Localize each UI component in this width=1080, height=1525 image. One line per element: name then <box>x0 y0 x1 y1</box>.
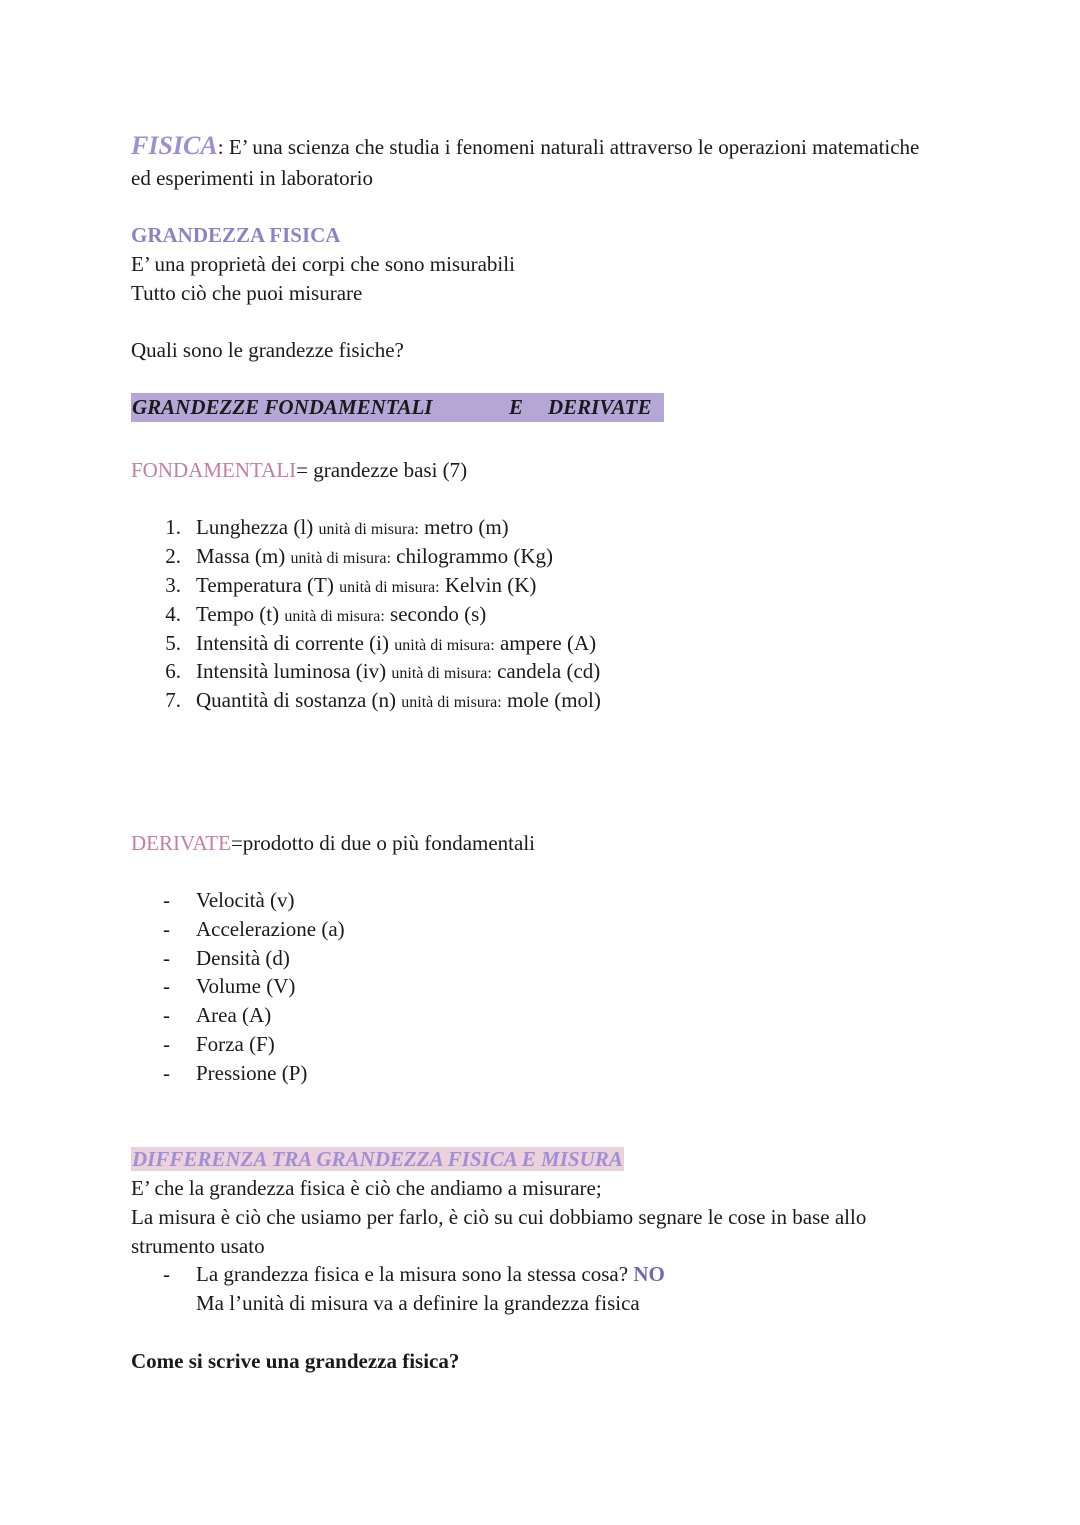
question-text: Quali sono le grandezze fisiche? <box>131 338 404 362</box>
list-item-text: Area (A) <box>196 1003 272 1027</box>
bullet-text <box>196 1260 665 1289</box>
list-item <box>131 944 1011 973</box>
quantity-name: Tempo (t) <box>196 602 280 626</box>
list-item-text <box>196 600 486 631</box>
intro-separator: : <box>217 135 229 159</box>
list-dash: - <box>163 888 170 912</box>
list-number: 1. <box>165 515 181 539</box>
list-item <box>131 657 1011 686</box>
unit-value: secondo (s) <box>390 602 487 626</box>
grandezza-heading: GRANDEZZA FISICA <box>131 223 341 247</box>
derivate-label: DERIVATE <box>131 831 231 855</box>
section-heading <box>131 393 664 430</box>
unit-prefix: unità di misura: <box>339 579 440 596</box>
unit-prefix: unità di misura: <box>394 637 495 654</box>
quantity-name: Quantità di sostanza (n) <box>196 688 397 712</box>
list-item <box>131 513 1011 542</box>
list-dash: - <box>163 1032 170 1056</box>
unit-prefix: unità di misura: <box>391 665 492 682</box>
list-item <box>131 629 1011 658</box>
quantity-name: Temperatura (T) <box>196 573 334 597</box>
list-item-text: Accelerazione (a) <box>196 917 345 941</box>
unit-value: ampere (A) <box>499 631 597 655</box>
intro-text-1: E’ una scienza che studia i fenomeni naturali attraverso le operazioni matematiche <box>228 135 920 159</box>
list-item <box>131 886 1011 915</box>
differenza-bullet-continuation <box>131 1289 1011 1318</box>
list-item <box>131 1001 1011 1030</box>
unit-value: mole (mol) <box>506 688 601 712</box>
derivate-rest: =prodotto di due o più fondamentali <box>230 831 535 855</box>
quantity-name: Lunghezza (l) <box>196 515 314 539</box>
list-item <box>131 972 1011 1001</box>
list-dash: - <box>163 974 170 998</box>
list-dash: - <box>163 1061 170 1085</box>
bullet-question: La grandezza fisica e la misura sono la stessa cosa? <box>196 1262 629 1286</box>
bullet-continuation-text: Ma l’unità di misura va a definire la grandezza fisica <box>196 1291 640 1315</box>
list-item <box>131 915 1011 944</box>
list-item-text: Velocità (v) <box>196 888 295 912</box>
list-number: 2. <box>165 544 181 568</box>
differenza-bullet <box>131 1260 1011 1289</box>
unit-value: chilogrammo (Kg) <box>396 544 554 568</box>
differenza-heading: DIFFERENZA TRA GRANDEZZA FISICA E MISURA <box>132 1147 623 1171</box>
bullet-answer: NO <box>633 1262 665 1286</box>
list-item <box>131 1030 1011 1059</box>
list-item <box>131 686 1011 715</box>
section-heading-highlight <box>131 393 664 422</box>
differenza-heading-line <box>131 1145 624 1174</box>
list-item <box>131 600 1011 629</box>
intro-line-2: ed esperimenti in laboratorio <box>131 166 374 190</box>
unit-prefix: unità di misura: <box>318 521 419 538</box>
list-item-text: Volume (V) <box>196 974 296 998</box>
final-question: Come si scrive una grandezza fisica? <box>131 1349 460 1373</box>
differenza-line-3: strumento usato <box>131 1234 265 1258</box>
list-dash: - <box>163 946 170 970</box>
section-heading-part1: GRANDEZZE FONDAMENTALI <box>132 395 433 419</box>
differenza-line-1: E’ che la grandezza fisica è ciò che andiamo a misurare; <box>131 1176 602 1200</box>
list-item-text: Pressione (P) <box>196 1061 308 1085</box>
section-heading-part2: E <box>509 395 524 419</box>
list-item-text: Forza (F) <box>196 1032 275 1056</box>
derivate-line <box>131 829 535 858</box>
list-item-text <box>196 686 601 717</box>
grandezza-line-2: Tutto ciò che puoi misurare <box>131 281 363 305</box>
list-item <box>131 571 1011 600</box>
list-item-text <box>196 657 600 688</box>
unit-value: Kelvin (K) <box>444 573 537 597</box>
list-dash: - <box>163 1003 170 1027</box>
list-item <box>131 1059 1011 1088</box>
quantity-name: Intensità di corrente (i) <box>196 631 389 655</box>
list-number: 5. <box>165 631 181 655</box>
list-number: 4. <box>165 602 181 626</box>
list-number: 6. <box>165 659 181 683</box>
section-heading-part3: DERIVATE <box>548 395 652 419</box>
list-item <box>131 542 1011 571</box>
fondamentali-rest: = grandezze basi (7) <box>296 458 468 482</box>
list-item-text <box>196 542 553 573</box>
fisica-title: FISICA <box>131 131 218 160</box>
quantity-name: Intensità luminosa (iv) <box>196 659 387 683</box>
list-item-text <box>196 513 509 544</box>
list-dash: - <box>163 917 170 941</box>
intro-line-1 <box>131 131 919 162</box>
unit-value: metro (m) <box>424 515 509 539</box>
list-number: 3. <box>165 573 181 597</box>
list-item-text: Densità (d) <box>196 946 290 970</box>
quantity-name: Massa (m) <box>196 544 286 568</box>
fondamentali-label: FONDAMENTALI <box>131 458 297 482</box>
list-item-text <box>196 629 596 660</box>
differenza-line-2: La misura è ciò che usiamo per farlo, è ciò su cui dobbiamo segnare le cose in base allo <box>131 1205 867 1229</box>
grandezza-line-1: E’ una proprietà dei corpi che sono misurabili <box>131 252 515 276</box>
unit-prefix: unità di misura: <box>401 694 502 711</box>
unit-prefix: unità di misura: <box>284 608 385 625</box>
unit-value: candela (cd) <box>497 659 601 683</box>
list-number: 7. <box>165 688 181 712</box>
list-dash: - <box>163 1262 170 1286</box>
list-item-text <box>196 571 536 602</box>
unit-prefix: unità di misura: <box>290 550 391 567</box>
fondamentali-line <box>131 456 467 485</box>
